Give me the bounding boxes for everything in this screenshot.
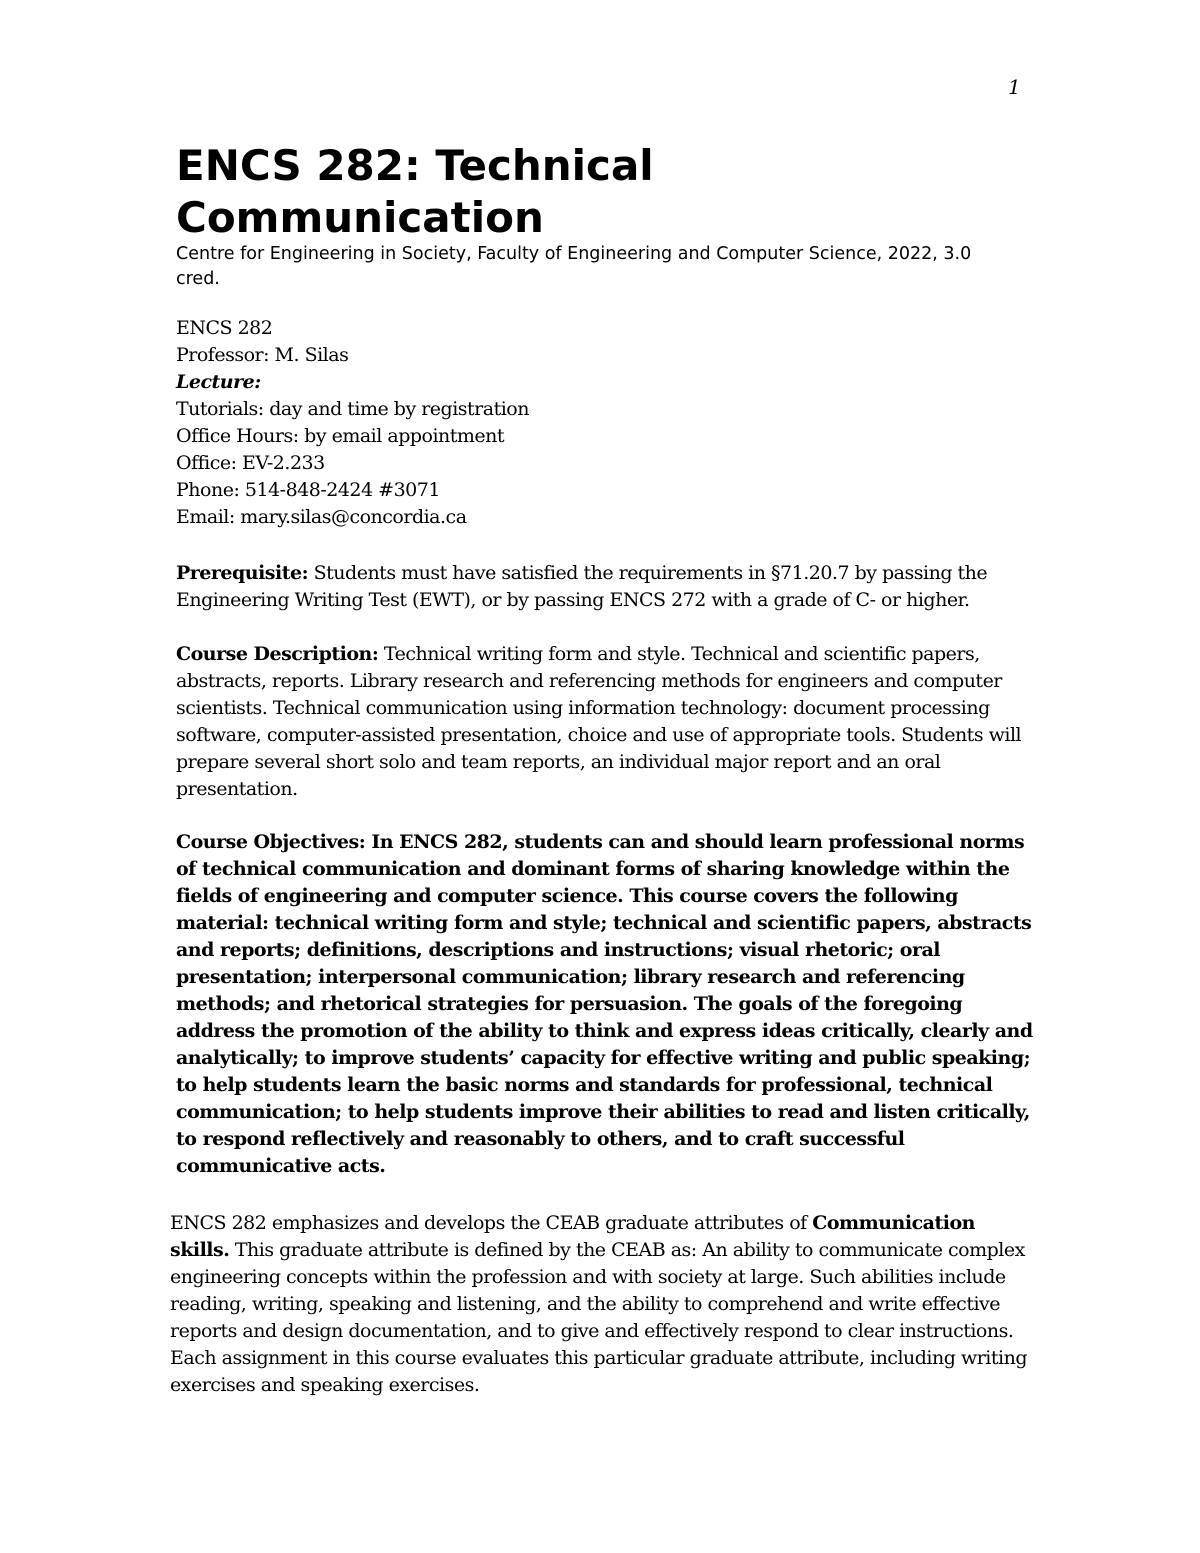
prerequisite-text: Students must have satisfied the requirements in §71.20.7 by passing the Engineering Writing Test (EWT), or by passing ENCS 272 with a grade of C- or higher. (176, 562, 988, 611)
professor: Professor: M. Silas (176, 344, 349, 366)
email: Email: mary.silas@concordia.ca (176, 506, 467, 528)
course-code: ENCS 282 (176, 317, 273, 339)
course-title: ENCS 282: Technical Communication (176, 141, 654, 242)
page-number: 1 (1008, 75, 1021, 99)
course-subtitle: Centre for Engineering in Society, Faculty of Engineering and Computer Science, 2022, 3.0 cred. (176, 244, 972, 289)
course-description-text: Technical writing form and style. Technical and scientific papers, abstracts, reports. Library research and referencing methods for engineers and computer scientists. Technical communication using information technology: document processing software, computer-assisted presentation, choice and use of appropriate tools. Students will prepare several short solo and team reports, an individual major report and an oral presentation. (176, 643, 1022, 800)
lecture-label: Lecture: (176, 371, 261, 393)
course-description-paragraph (176, 641, 1036, 803)
course-description-label: Course Description: (176, 643, 379, 665)
course-objectives-paragraph: Course Objectives: In ENCS 282, students can and should learn professional norms of technical communication and dominant forms of sharing knowledge within the fields of engineering and computer science. This course covers the following material: technical writing form and style; technical and scientific papers, abstracts and reports; definitions, descriptions and instructions; visual rhetoric; oral presentation; interpersonal communication; library research and referencing methods; and rhetorical strategies for persuasion. The goals of the foregoing address the promotion of the ability to think and express ideas critically, clearly and analytically; to improve students’ capacity for effective writing and public speaking; to help students learn the basic norms and standards for professional, technical communication; to help students improve their abilities to read and listen critically, to respond reflectively and reasonably to others, and to craft successful communicative acts. (176, 831, 1033, 1177)
office-hours: Office Hours: by email appointment (176, 425, 505, 447)
phone: Phone: 514-848-2424 #3071 (176, 479, 440, 501)
ceab-intro: ENCS 282 emphasizes and develops the CEAB graduate attributes of (170, 1212, 813, 1234)
ceab-text: This graduate attribute is defined by the CEAB as: An ability to communicate complex engineering concepts within the profession and with society at large. Such abilities include reading, writing, speaking and listening, and the ability to comprehend and write effective reports and design documentation, and to give and effectively respond to clear instructions. Each assignment in this course evaluates this particular graduate attribute, including writing exercises and speaking exercises. (170, 1239, 1027, 1396)
office: Office: EV-2.233 (176, 452, 325, 474)
ceab-attributes-paragraph (170, 1210, 1040, 1399)
prerequisite-label: Prerequisite: (176, 562, 309, 584)
ceab-attribute: Communication skills. (170, 1212, 975, 1261)
course-info (176, 315, 1036, 531)
tutorials: Tutorials: day and time by registration (176, 398, 529, 420)
prerequisite-paragraph (176, 560, 1036, 614)
